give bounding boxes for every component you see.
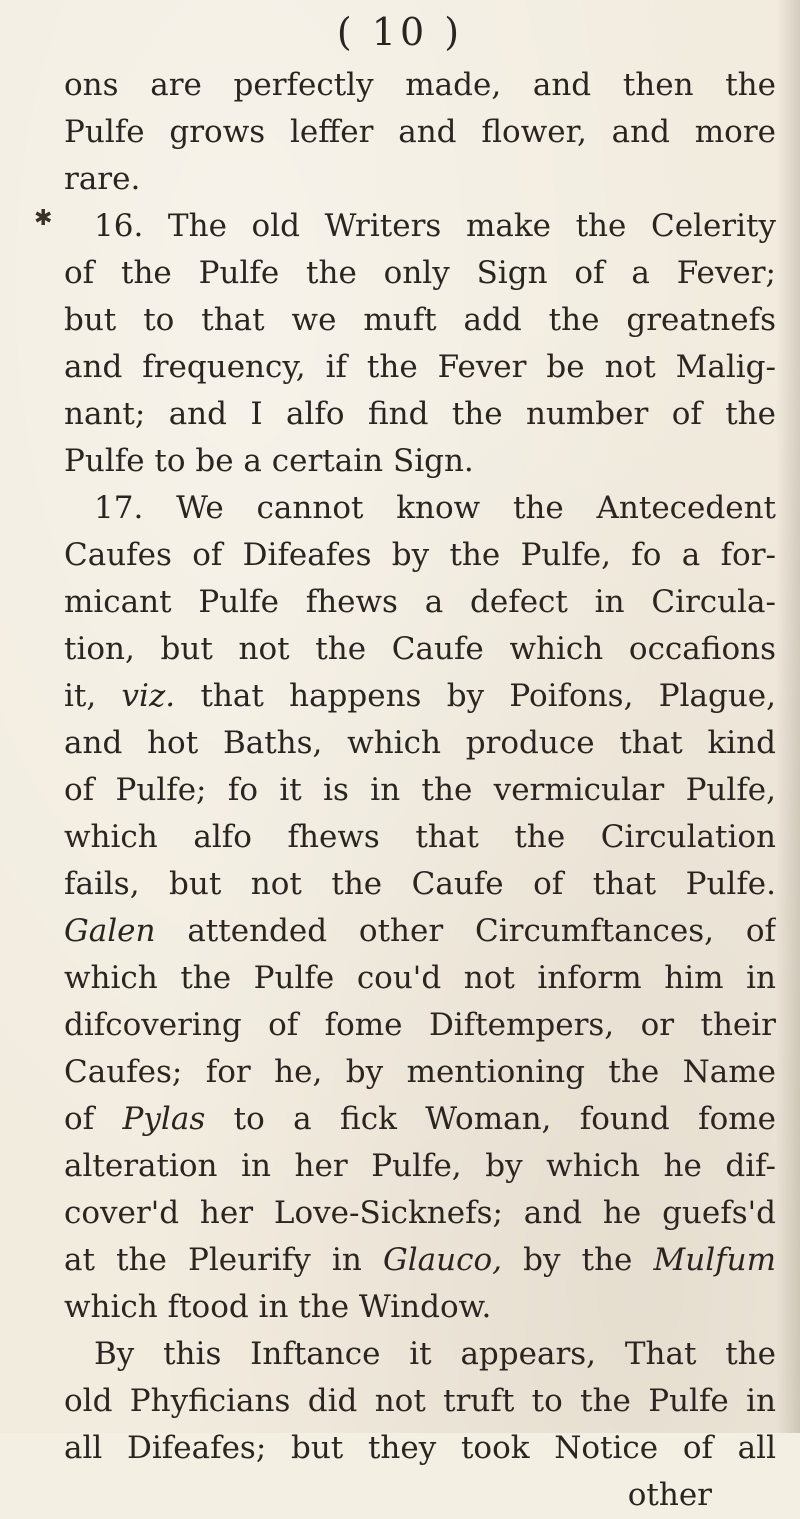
text-line-14: it, viz. that happens by Poifons, Plague, [64,678,776,714]
text-line-7: and frequency, if the Fever be not Malig- [64,349,776,385]
text-line-12: micant Pulfe fhews a defect in Circula- [64,584,776,620]
paragraph-17-start: 17. We cannot know the Antecedent [94,490,776,526]
text-line-24: alteration in her Pulfe, by which he dif- [64,1148,776,1184]
text-line-22: Caufes; for he, by mentioning the Name [64,1054,776,1090]
text-line-15: and hot Baths, which produce that kind [64,725,776,761]
marginal-mark: ✱ [34,206,53,231]
text-line-18: fails, but not the Caufe of that Pulfe. [64,866,776,902]
catchword: other [627,1477,712,1513]
text-line-8: nant; and I alfo find the number of the [64,396,776,432]
text-line-29: old Phyficians did not truft to the Pulfe in [64,1383,776,1419]
text-line-27: which ftood in the Window. [64,1289,492,1325]
text-line-17: which alfo fhews that the Circulation [64,819,776,855]
paragraph-16-start: 16. The old Writers make the Celerity [94,208,776,244]
text-line-21: difcovering of fome Diftempers, or their [64,1007,776,1043]
text-line-11: Caufes of Difeafes by the Pulfe, fo a for- [64,537,776,573]
text-line-9: Pulfe to be a certain Sign. [64,443,474,479]
text-line-20: which the Pulfe cou'd not inform him in [64,960,776,996]
text-line-13: tion, but not the Caufe which occafions [64,631,776,667]
text-line-1: ons are perfectly made, and then the [64,67,776,103]
text-line-16: of Pulfe; fo it is in the vermicular Pulfe, [64,772,776,808]
text-line-19: Galen attended other Circumftances, of [64,913,776,949]
text-line-25: cover'd her Love-Sicknefs; and he guefs'd [64,1195,776,1231]
page-edge-shadow [776,0,800,1433]
text-line-3: rare. [64,161,141,197]
text-line-30: all Difeafes; but they took Notice of all [64,1430,776,1466]
page-number: ( 10 ) [336,10,464,54]
text-line-2: Pulfe grows leffer and flower, and more [64,114,776,150]
body-text [64,62,776,1519]
paragraph-instance-start: By this Inftance it appears, That the [94,1336,776,1372]
text-line-5: of the Pulfe the only Sign of a Fever; [64,255,776,291]
text-line-6: but to that we muft add the greatnefs [64,302,776,338]
text-line-26: at the Pleurify in Glauco, by the Mulfum [64,1242,776,1278]
text-line-23: of Pylas to a fick Woman, found fome [64,1101,776,1137]
